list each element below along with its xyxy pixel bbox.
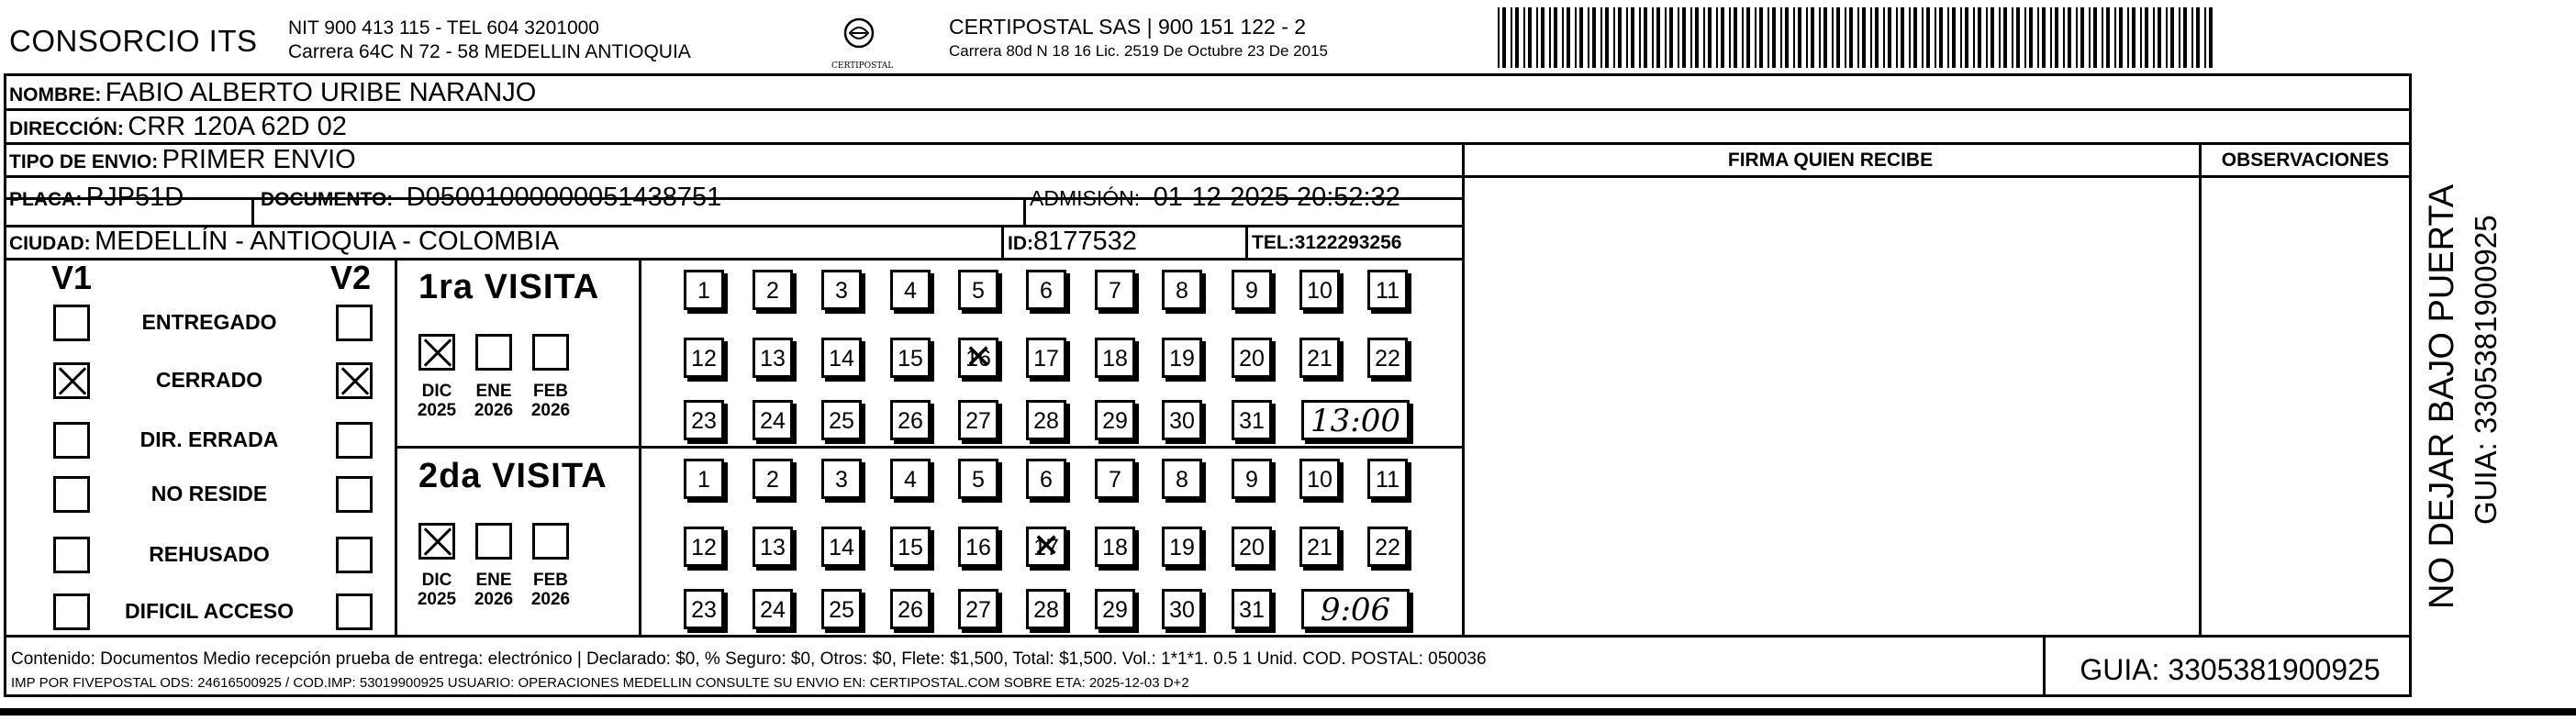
barcode-bar: [1952, 7, 1956, 68]
day-box[interactable]: 1: [684, 459, 724, 499]
company-address: Carrera 64C N 72 - 58 MEDELLIN ANTIOQUIA: [288, 41, 691, 62]
barcode-bar: [2166, 7, 2168, 68]
side-guia: GUIA: 3305381900925: [2469, 215, 2503, 525]
barcode-bar: [2016, 7, 2020, 68]
status-label: ENTREGADO: [141, 310, 277, 334]
v2-checkbox[interactable]: [336, 537, 373, 573]
day-box[interactable]: 4: [890, 459, 931, 499]
day-box[interactable]: 6: [1026, 459, 1066, 499]
barcode-bar: [1935, 7, 1936, 68]
barcode-bar: [2170, 7, 2174, 68]
barcode-bar: [1909, 7, 1911, 68]
day-box[interactable]: 23: [684, 589, 724, 629]
day-box[interactable]: 11: [1367, 270, 1408, 310]
barcode-bar: [1857, 7, 1859, 68]
footer-contenido: Contenido: Documentos Medio recepción prueba de entrega: electrónico | Declarado: $0, % Seguro: $0, Otros: $0, Flete: $1,500, Total: $1,500. Vol.: 1*1*1. 0.5 1 Unid. COD. POSTAL: 050036: [11, 649, 1487, 669]
v1-checkbox[interactable]: [53, 422, 90, 459]
day-box[interactable]: 18: [1095, 527, 1135, 567]
certipostal-address: Carrera 80d N 18 16 Lic. 2519 De Octubre 23 De 2015: [949, 42, 1328, 60]
barcode-bar: [1806, 7, 1808, 68]
day-box[interactable]: 20: [1232, 338, 1272, 378]
v1-checkbox[interactable]: [53, 362, 90, 399]
day-box[interactable]: 28: [1026, 400, 1066, 440]
barcode-bar: [1665, 7, 1667, 68]
barcode-bar: [2132, 7, 2136, 68]
barcode-bar: [2037, 7, 2039, 68]
footer-guia: GUIA: 3305381900925: [2080, 653, 2381, 686]
visit-title: 1ra VISITA: [418, 268, 600, 306]
barcode-bar: [1798, 7, 1801, 68]
month-name: ENE: [475, 571, 512, 590]
barcode-bar: [1742, 7, 1744, 68]
day-box[interactable]: 24: [753, 400, 793, 440]
company-name: CONSORCIO ITS: [9, 24, 258, 58]
barcode-bar: [1541, 7, 1544, 68]
barcode-bar: [1652, 7, 1654, 68]
field-tipo-envio: TIPO DE ENVIO: PRIMER ENVIO: [9, 145, 356, 174]
barcode-bar: [1991, 7, 1994, 68]
day-box[interactable]: 14: [821, 527, 862, 567]
day-box[interactable]: 31: [1232, 589, 1272, 629]
certipostal-name: CERTIPOSTAL SAS | 900 151 122 - 2: [949, 15, 1307, 39]
barcode-bar: [1562, 7, 1564, 68]
barcode-bar: [1716, 7, 1718, 68]
day-box[interactable]: 26: [890, 589, 931, 629]
day-box[interactable]: 13: [753, 338, 793, 378]
barcode-bar: [2183, 7, 2187, 68]
day-box[interactable]: 25: [821, 400, 862, 440]
barcode-bar: [1862, 7, 1866, 68]
month-label: [409, 571, 464, 609]
barcode-bar: [1554, 7, 1557, 68]
day-box[interactable]: 16: [958, 527, 998, 567]
no-dejar-warning: NO DEJAR BAJO PUERTA: [2423, 183, 2461, 609]
day-box[interactable]: 6: [1026, 270, 1066, 310]
barcode-bar: [1656, 7, 1660, 68]
barcode-bar: [1669, 7, 1673, 68]
day-box[interactable]: 7: [1095, 270, 1135, 310]
day-box[interactable]: 29: [1095, 589, 1135, 629]
barcode-bar: [1575, 7, 1577, 68]
field-documento: DOCUMENTO: D05001000000051438751: [261, 183, 722, 212]
day-box[interactable]: 23: [684, 400, 724, 440]
day-box[interactable]: 16 ✕: [958, 338, 998, 378]
v2-checkbox[interactable]: [336, 593, 373, 630]
barcode-bar: [2012, 7, 2013, 68]
barcode-bar: [1870, 7, 1872, 68]
barcode-bar: [2204, 7, 2206, 68]
barcode-bar: [1939, 7, 1943, 68]
barcode-bar: [1721, 7, 1724, 68]
barcode-bar: [1618, 7, 1622, 68]
barcode-bar: [1836, 7, 1840, 68]
barcode-bar: [2093, 7, 2097, 68]
visit-title: 2da VISITA: [418, 457, 608, 495]
barcode-bar: [1978, 7, 1981, 68]
day-box[interactable]: 17: [1026, 338, 1066, 378]
status-label: CERRADO: [155, 368, 263, 392]
barcode-bar: [1703, 7, 1705, 68]
observaciones-label: OBSERVACIONES: [2221, 150, 2390, 171]
barcode-bar: [1502, 7, 1506, 68]
tipo-envio-value: PRIMER ENVIO: [162, 145, 356, 174]
barcode-bar: [2179, 7, 2180, 68]
barcode-bar: [1811, 7, 1814, 68]
month-year: 2026: [530, 590, 571, 609]
month-checkbox[interactable]: [532, 334, 569, 371]
month-year: 2026: [474, 401, 514, 420]
barcode-bar: [1644, 7, 1647, 68]
barcode-bar: [1780, 7, 1782, 68]
month-checkbox[interactable]: [475, 523, 512, 560]
day-box[interactable]: 15: [890, 338, 931, 378]
day-box[interactable]: 13: [753, 527, 793, 567]
month-name: ENE: [475, 382, 512, 401]
barcode-bar: [2055, 7, 2058, 68]
day-box[interactable]: 30: [1162, 400, 1202, 440]
barcode-bar: [1708, 7, 1712, 68]
barcode-bar: [2106, 7, 2110, 68]
day-box[interactable]: 2: [753, 270, 793, 310]
barcode-bar: [1793, 7, 1795, 68]
month-year: 2026: [474, 590, 514, 609]
field-ciudad: CIUDAD: MEDELLÍN - ANTIOQUIA - COLOMBIA: [9, 227, 560, 256]
barcode-bar: [1819, 7, 1821, 68]
barcode-bar: [1755, 7, 1756, 68]
barcode-bar: [1947, 7, 1949, 68]
day-box[interactable]: 27: [958, 400, 998, 440]
day-box[interactable]: 9: [1232, 270, 1272, 310]
field-nombre: NOMBRE: FABIO ALBERTO URIBE NARANJO: [9, 78, 537, 107]
barcode-bar: [1772, 7, 1776, 68]
day-box[interactable]: 11: [1367, 459, 1408, 499]
barcode-bar: [1875, 7, 1879, 68]
certipostal-logo-icon: [831, 15, 887, 66]
status-label: DIFICIL ACCESO: [124, 599, 294, 623]
barcode-bar: [1823, 7, 1827, 68]
ciudad-value: MEDELLÍN - ANTIOQUIA - COLOMBIA: [95, 227, 560, 256]
month-year: 2025: [417, 401, 457, 420]
status-label: NO RESIDE: [151, 482, 268, 505]
day-box[interactable]: 29: [1095, 400, 1135, 440]
barcode-bar: [1528, 7, 1532, 68]
tel-value: 3122293256: [1294, 232, 1402, 253]
direccion-value: CRR 120A 62D 02: [128, 112, 347, 141]
month-name: DIC: [421, 382, 452, 401]
v2-checkbox[interactable]: [336, 305, 373, 341]
day-box[interactable]: 4: [890, 270, 931, 310]
v2-checkbox[interactable]: [336, 362, 373, 399]
barcode-bar: [1523, 7, 1525, 68]
day-box[interactable]: 12: [684, 527, 724, 567]
barcode-bar: [2042, 7, 2046, 68]
barcode-bar: [2080, 7, 2084, 68]
barcode-bar: [2119, 7, 2123, 68]
month-checkbox[interactable]: [418, 523, 455, 560]
barcode-bar: [2029, 7, 2033, 68]
barcode-bar: [1695, 7, 1699, 68]
barcode-bar: [2127, 7, 2129, 68]
month-label: [409, 382, 464, 420]
day-box[interactable]: 26: [890, 400, 931, 440]
barcode-bar: [1631, 7, 1634, 68]
day-box[interactable]: 19: [1162, 527, 1202, 567]
barcode-bar: [1600, 7, 1602, 68]
barcode-bar: [1605, 7, 1609, 68]
admision-value: 01-12-2025 20:52:32: [1153, 183, 1400, 212]
month-label: [523, 571, 578, 609]
barcode-bar: [1579, 7, 1583, 68]
barcode-bar: [1960, 7, 1962, 68]
barcode-bar: [1845, 7, 1846, 68]
field-admision: ADMISIÓN: 01-12-2025 20:52:32: [1030, 183, 1400, 212]
barcode: [1498, 7, 2223, 68]
barcode-bar: [2145, 7, 2148, 68]
barcode-bar: [1999, 7, 2001, 68]
day-box[interactable]: 18: [1095, 338, 1135, 378]
month-name: FEB: [533, 571, 568, 590]
barcode-bar: [2003, 7, 2007, 68]
month-name: FEB: [533, 382, 568, 401]
day-box[interactable]: 10: [1299, 270, 1340, 310]
id-value: 8177532: [1033, 227, 1137, 256]
day-box[interactable]: 8: [1162, 270, 1202, 310]
barcode-bar: [1896, 7, 1898, 68]
barcode-bar: [2089, 7, 2091, 68]
day-box[interactable]: 31: [1232, 400, 1272, 440]
barcode-bar: [1734, 7, 1737, 68]
barcode-bar: [1913, 7, 1917, 68]
day-box[interactable]: 21: [1299, 338, 1340, 378]
visit-hour[interactable]: 9:06: [1301, 589, 1410, 629]
barcode-bar: [1746, 7, 1750, 68]
barcode-bar: [1729, 7, 1731, 68]
day-box[interactable]: 17 ✕: [1026, 527, 1066, 567]
footer-imp: IMP POR FIVEPOSTAL ODS: 24616500925 / COD.IMP: 53019900925 USUARIO: OPERACIONES MEDELLIN CONSULTE SU ENVIO EN: CERTIPOSTAL.COM SOBRE ETA: 2025-12-03 D+2: [11, 675, 1189, 691]
v1-heading: V1: [51, 259, 93, 296]
barcode-bar: [2140, 7, 2142, 68]
barcode-bar: [1682, 7, 1686, 68]
day-box[interactable]: 28: [1026, 589, 1066, 629]
barcode-bar: [1498, 7, 1500, 68]
day-box[interactable]: 3: [821, 270, 862, 310]
status-label: DIR. ERRADA: [139, 427, 279, 451]
month-year: 2025: [417, 590, 457, 609]
day-box[interactable]: 9: [1232, 459, 1272, 499]
month-name: DIC: [421, 571, 452, 590]
barcode-bar: [1986, 7, 1988, 68]
v1-checkbox[interactable]: [53, 305, 90, 341]
barcode-bar: [1549, 7, 1551, 68]
barcode-bar: [1849, 7, 1853, 68]
nombre-value: FABIO ALBERTO URIBE NARANJO: [105, 78, 537, 107]
day-box[interactable]: 22: [1367, 338, 1408, 378]
v2-checkbox[interactable]: [336, 422, 373, 459]
v2-checkbox[interactable]: [336, 476, 373, 513]
day-box[interactable]: 10: [1299, 459, 1340, 499]
barcode-bar: [1888, 7, 1891, 68]
barcode-bar: [2153, 7, 2155, 68]
barcode-bar: [1567, 7, 1570, 68]
day-box[interactable]: 19: [1162, 338, 1202, 378]
bottom-bar: [0, 708, 2576, 715]
barcode-bar: [1592, 7, 1596, 68]
barcode-bar: [1511, 7, 1512, 68]
barcode-bar: [1626, 7, 1628, 68]
barcode-bar: [2102, 7, 2103, 68]
barcode-bar: [1690, 7, 1692, 68]
certipostal-logo: [831, 15, 894, 71]
field-direccion: DIRECCIÓN: CRR 120A 62D 02: [9, 112, 347, 141]
day-box[interactable]: 3: [821, 459, 862, 499]
barcode-bar: [1515, 7, 1519, 68]
day-box[interactable]: 27: [958, 589, 998, 629]
day-box[interactable]: 20: [1232, 527, 1272, 567]
field-tel: TEL:3122293256: [1252, 232, 1402, 253]
visit-hour[interactable]: 13:00: [1301, 400, 1410, 440]
barcode-bar: [1785, 7, 1789, 68]
barcode-bar: [2158, 7, 2161, 68]
day-box[interactable]: 24: [753, 589, 793, 629]
barcode-bar: [1901, 7, 1904, 68]
barcode-bar: [2063, 7, 2065, 68]
barcode-bar: [2068, 7, 2071, 68]
day-box[interactable]: 30: [1162, 589, 1202, 629]
day-box[interactable]: 12: [684, 338, 724, 378]
placa-value: PJP51D: [85, 183, 184, 212]
month-label: [466, 382, 521, 420]
month-year: 2026: [530, 401, 571, 420]
v1-checkbox[interactable]: [53, 476, 90, 513]
barcode-bar: [1639, 7, 1641, 68]
documento-value: D05001000000051438751: [406, 183, 722, 212]
logo-caption: CERTIPOSTAL: [831, 61, 894, 71]
barcode-bar: [1588, 7, 1589, 68]
barcode-bar: [1759, 7, 1763, 68]
month-label: [523, 382, 578, 420]
day-box[interactable]: 1: [684, 270, 724, 310]
day-box[interactable]: 14: [821, 338, 862, 378]
day-box[interactable]: 25: [821, 589, 862, 629]
barcode-bar: [2191, 7, 2193, 68]
firma-label: FIRMA QUIEN RECIBE: [1727, 150, 1934, 171]
barcode-bar: [1613, 7, 1615, 68]
day-box[interactable]: 8: [1162, 459, 1202, 499]
barcode-bar: [2196, 7, 2200, 68]
status-label: REHUSADO: [149, 542, 270, 566]
day-box[interactable]: 5: [958, 459, 998, 499]
field-id: ID:8177532: [1008, 227, 1137, 256]
day-box[interactable]: 5: [958, 270, 998, 310]
barcode-bar: [2076, 7, 2078, 68]
barcode-bar: [1832, 7, 1834, 68]
day-box[interactable]: 2: [753, 459, 793, 499]
barcode-bar: [1768, 7, 1769, 68]
barcode-bar: [1883, 7, 1885, 68]
day-box[interactable]: 22: [1367, 527, 1408, 567]
month-checkbox[interactable]: [418, 334, 455, 371]
company-nit: NIT 900 413 115 - TEL 604 3201000: [288, 17, 599, 39]
day-box[interactable]: 21: [1299, 527, 1340, 567]
barcode-bar: [1922, 7, 1924, 68]
barcode-bar: [2114, 7, 2116, 68]
day-box[interactable]: 7: [1095, 459, 1135, 499]
barcode-bar: [1536, 7, 1538, 68]
month-checkbox[interactable]: [532, 523, 569, 560]
v1-checkbox[interactable]: [53, 593, 90, 630]
field-placa: PLACA: PJP51D: [9, 183, 184, 212]
barcode-bar: [1965, 7, 1968, 68]
v1-checkbox[interactable]: [53, 537, 90, 573]
barcode-bar: [1678, 7, 1679, 68]
barcode-bar: [2050, 7, 2052, 68]
barcode-bar: [1973, 7, 1975, 68]
barcode-bar: [2024, 7, 2026, 68]
month-label: [466, 571, 521, 609]
v2-heading: V2: [330, 259, 372, 296]
day-box[interactable]: 15: [890, 527, 931, 567]
barcode-bar: [1926, 7, 1930, 68]
month-checkbox[interactable]: [475, 334, 512, 371]
barcode-bar: [2209, 7, 2213, 68]
